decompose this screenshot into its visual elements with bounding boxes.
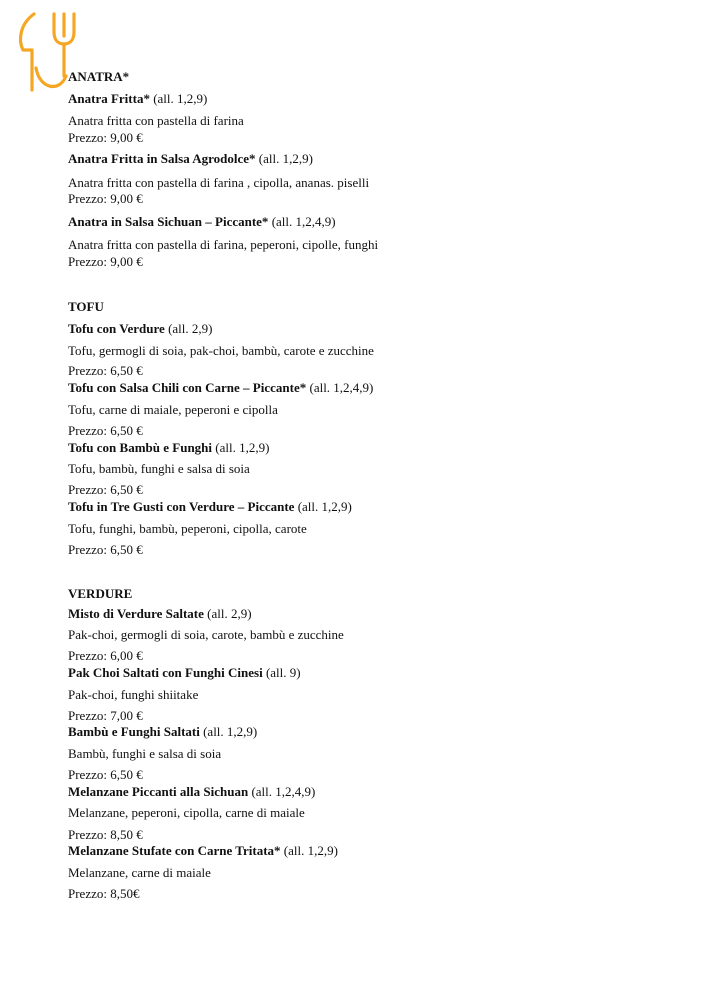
dish-heading: [68, 724, 257, 740]
dish-allergens: (all. 1,2,9): [203, 724, 258, 739]
dish-allergens: (all. 2,9): [207, 606, 252, 621]
dish-heading: [68, 321, 212, 337]
dish-description: Melanzane, peperoni, cipolla, carne di maiale: [68, 805, 305, 820]
dish-heading: [68, 784, 315, 800]
dish-name: Pak Choi Saltati con Funghi Cinesi: [68, 665, 263, 680]
dish-description: Tofu, carne di maiale, peperoni e cipolla: [68, 402, 278, 417]
dish-price: Prezzo: 9,00 €: [68, 254, 143, 269]
dish-description: Bambù, funghi e salsa di soia: [68, 746, 222, 761]
dish-heading: [68, 214, 336, 230]
dish-name: Melanzane Stufate con Carne Tritata*: [68, 843, 281, 858]
section-title: ANATRA*: [68, 69, 130, 84]
dish-name: Tofu con Salsa Chili con Carne – Piccante*: [68, 380, 307, 395]
dish-allergens: (all. 1,2,9): [258, 151, 313, 166]
dish-heading: [68, 151, 313, 167]
dish-allergens: (all. 1,2,9): [153, 91, 208, 106]
dish-price: Prezzo: 7,00 €: [68, 708, 143, 723]
dish-description: Anatra fritta con pastella di farina: [68, 113, 244, 128]
dish-price: Prezzo: 6,50 €: [68, 482, 143, 497]
dish-description: Anatra fritta con pastella di farina , cipolla, ananas. piselli: [68, 175, 370, 190]
dish-description: Tofu, bambù, funghi e salsa di soia: [68, 461, 250, 476]
dish-allergens: (all. 1,2,9): [215, 440, 270, 455]
dish-description: Anatra fritta con pastella di farina, peperoni, cipolle, funghi: [68, 237, 379, 252]
dish-allergens: (all. 1,2,9): [283, 843, 338, 858]
section-title: TOFU: [68, 299, 104, 314]
dish-name: Misto di Verdure Saltate: [68, 606, 204, 621]
dish-price: Prezzo: 9,00 €: [68, 130, 143, 145]
dish-description: Melanzane, carne di maiale: [68, 865, 211, 880]
dish-allergens: (all. 1,2,4,9): [271, 214, 336, 229]
dish-name: Bambù e Funghi Saltati: [68, 724, 200, 739]
dish-price: Prezzo: 6,50 €: [68, 363, 143, 378]
dish-price: Prezzo: 6,00 €: [68, 648, 143, 663]
dish-name: Melanzane Piccanti alla Sichuan: [68, 784, 249, 799]
dish-price: Prezzo: 8,50 €: [68, 827, 143, 842]
dish-description: Pak-choi, funghi shiitake: [68, 687, 199, 702]
dish-price: Prezzo: 8,50€: [68, 886, 140, 901]
dish-price: Prezzo: 6,50 €: [68, 542, 143, 557]
dish-name: Tofu in Tre Gusti con Verdure – Piccante: [68, 499, 295, 514]
dish-allergens: (all. 9): [265, 665, 301, 680]
dish-price: Prezzo: 9,00 €: [68, 191, 143, 206]
dish-heading: [68, 665, 301, 681]
dish-heading: [68, 440, 269, 456]
dish-heading: [68, 380, 373, 396]
dish-description: Tofu, funghi, bambù, peperoni, cipolla, carote: [68, 521, 307, 536]
dish-heading: [68, 606, 252, 622]
section-title: VERDURE: [68, 586, 133, 601]
dish-price: Prezzo: 6,50 €: [68, 767, 143, 782]
dish-name: Tofu con Verdure: [68, 321, 165, 336]
dish-allergens: (all. 1,2,4,9): [251, 784, 316, 799]
dish-name: Tofu con Bambù e Funghi: [68, 440, 213, 455]
dish-description: Tofu, germogli di soia, pak-choi, bambù, carote e zucchine: [68, 343, 374, 358]
dish-description: Pak-choi, germogli di soia, carote, bambù e zucchine: [68, 627, 344, 642]
dish-allergens: (all. 2,9): [168, 321, 213, 336]
dish-heading: [68, 91, 207, 107]
dish-name: Anatra Fritta in Salsa Agrodolce*: [68, 151, 256, 166]
dish-allergens: (all. 1,2,4,9): [309, 380, 374, 395]
dish-name: Anatra Fritta*: [68, 91, 150, 106]
dish-name: Anatra in Salsa Sichuan – Piccante*: [68, 214, 269, 229]
dish-heading: [68, 843, 338, 859]
dish-heading: [68, 499, 352, 515]
dish-price: Prezzo: 6,50 €: [68, 423, 143, 438]
dish-allergens: (all. 1,2,9): [297, 499, 352, 514]
